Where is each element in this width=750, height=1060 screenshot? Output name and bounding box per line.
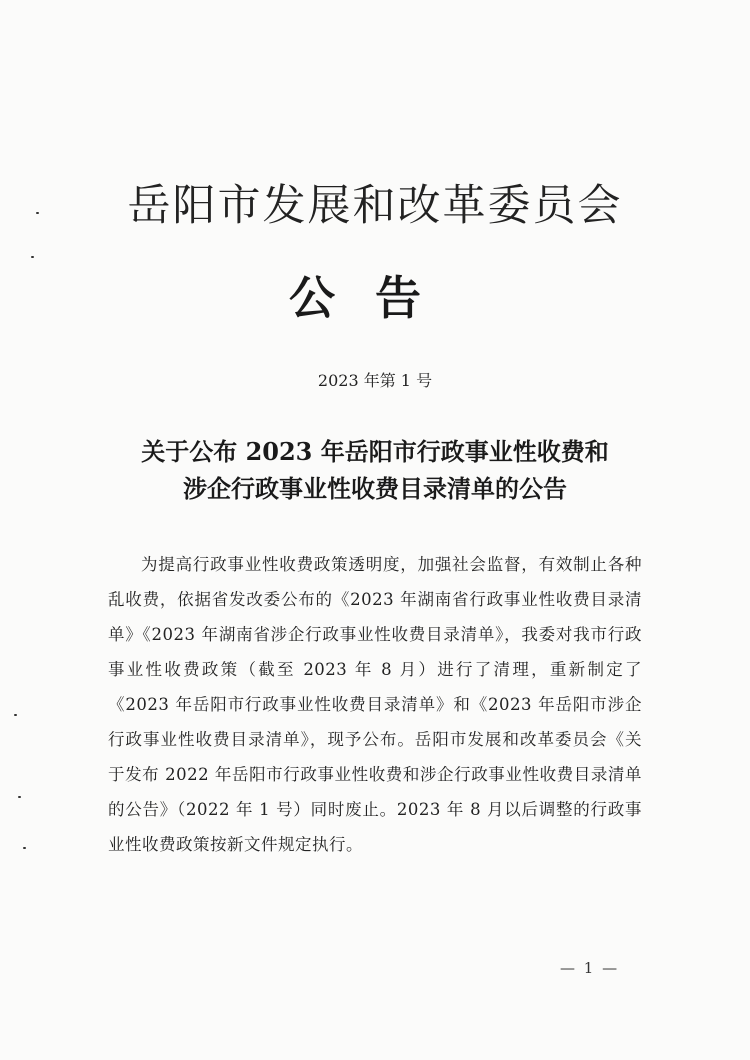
title-line-1: 关于公布 2023 年岳阳市行政事业性收费和 [141,437,609,466]
issuing-organization: 岳阳市发展和改革委员会 [127,181,623,231]
scan-speck [23,847,26,849]
page-number: — 1 — [560,959,620,977]
body-paragraph: 为提高行政事业性收费政策透明度，加强社会监督，有效制止各种乱收费，依据省发改委公布的《2023 年湖南省行政事业性收费目录清单》《2023 年湖南省涉企行政事业性收费目录清单》，我委对我市行政事业性收费政策（截至 2023 年 8 月）进行了清理，重新制定了《2023 年岳阳市行政事业性收费目录清单》和《2023 年岳阳市涉企行政事业性收费目录清单》，现予公布。岳阳市发展和改革委员会《关于发布 2022 年岳阳市行政事业性收费和涉企行政事业性收费目录清单的公告》（2022 年 1 号）同时废止。2023 年 8 月以后调整的行政事业性收费政策按新文件规定执行。 [108,555,642,854]
scan-speck [14,714,17,716]
title-line-2: 涉企行政事业性收费目录清单的公告 [183,474,567,503]
scan-speck [36,212,39,214]
document-title [60,433,690,507]
document-type: 公告 [289,271,461,325]
scan-speck [31,256,34,258]
scan-speck [18,796,21,798]
document-number: 2023 年第 1 号 [317,371,433,390]
